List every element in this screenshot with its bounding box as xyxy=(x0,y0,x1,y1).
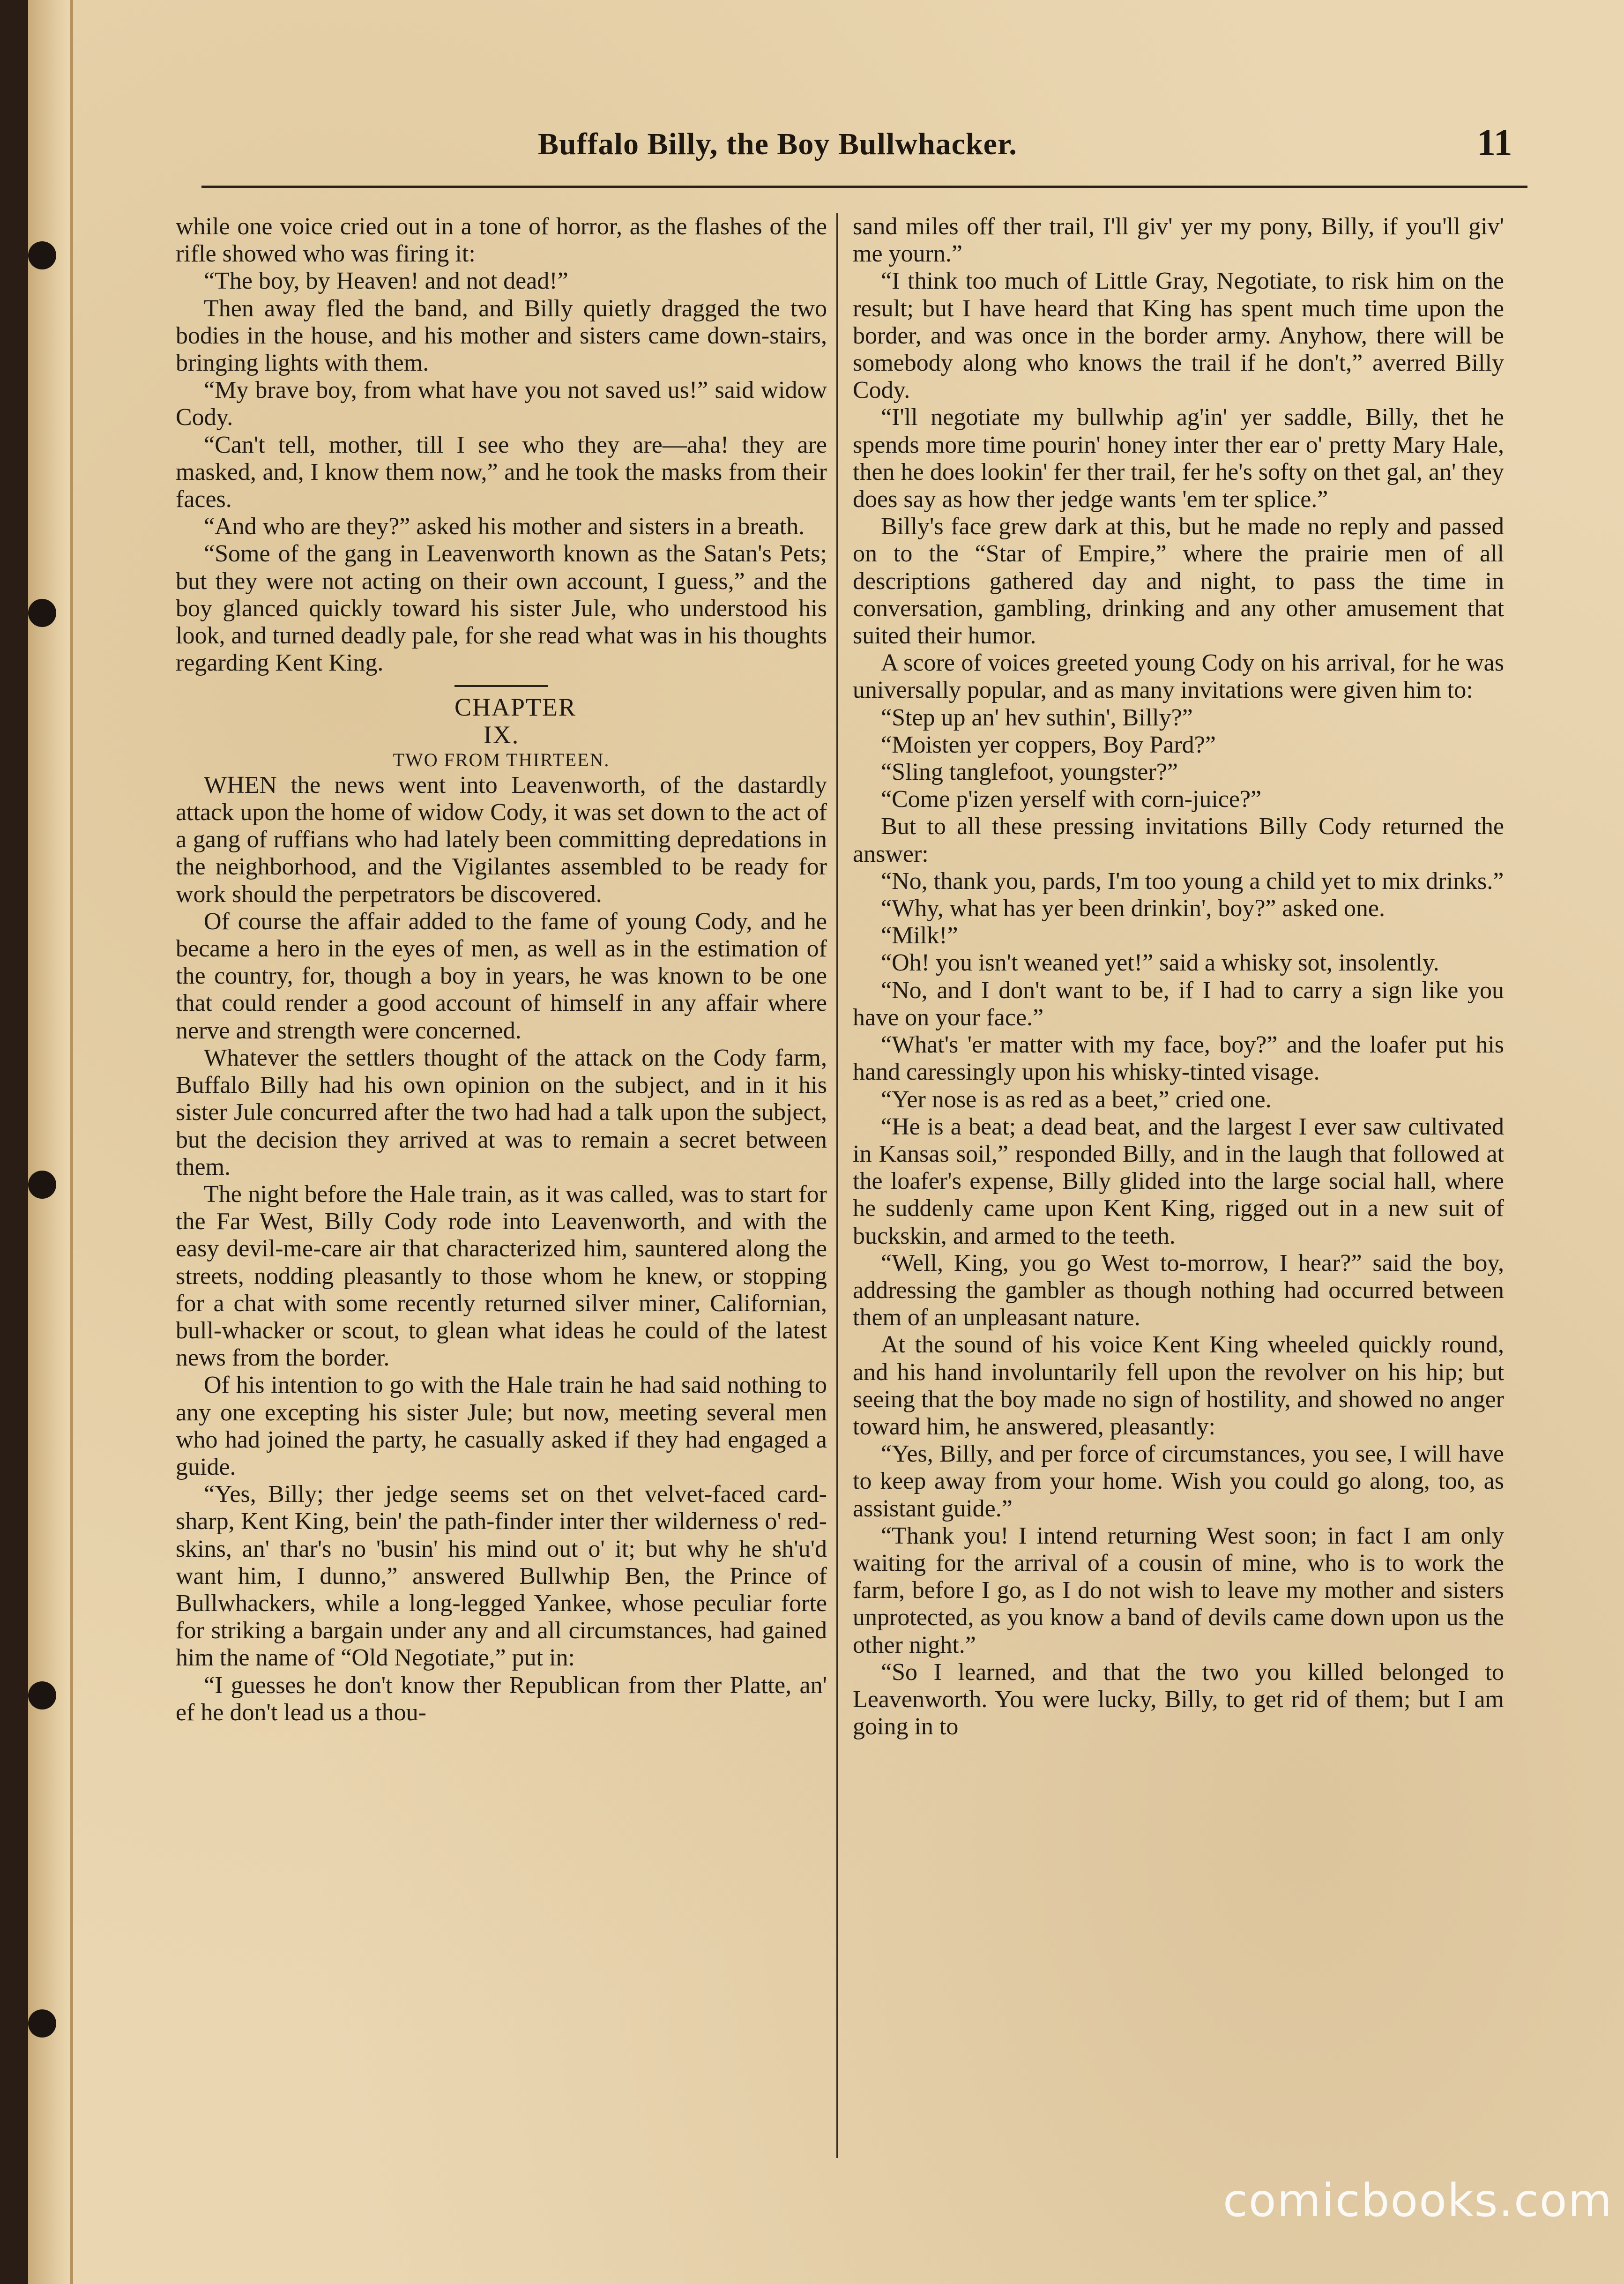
binding-hole xyxy=(28,1171,56,1199)
paragraph: “My brave boy, from what have you not saved us!” said widow Cody. xyxy=(176,377,827,431)
paragraph: sand miles off ther trail, I'll giv' yer my pony, Billy, if you'll giv' me yourn.” xyxy=(853,213,1504,268)
paragraph: “Well, King, you go West to-morrow, I hear?” said the boy, addressing the gambler as though nothing had occurred between them of an unpleasant nature. xyxy=(853,1249,1504,1331)
page-fold xyxy=(70,0,73,2284)
paragraph: “Milk!” xyxy=(881,922,958,949)
paragraph: “Come p'izen yerself with corn-juice?” xyxy=(881,786,1262,813)
paragraph: “Thank you! I intend returning West soon; in fact I am only waiting for the arrival of a cousin of mine, who is to work the farm, before I go, as I do not wish to leave my mother and sisters unprotected, as you know a band of devils came down upon us the other night.” xyxy=(853,1522,1504,1658)
paragraph: “I'll negotiate my bullwhip ag'in' yer saddle, Billy, thet he spends more time pourin' honey inter ther ear o' pretty Mary Hale, then he does lookin' fer ther trail, fer he's softy on thet gal, an' they does say as how ther jedge wants 'em ter splice.” xyxy=(853,404,1504,513)
paragraph: “Some of the gang in Leavenworth known as the Satan's Pets; but they were not acting on their own account, I guess,” and the boy glanced quickly toward his sister Jule, who understood his look, and turned deadly pale, for she read what was in his thoughts regarding Kent King. xyxy=(176,540,827,677)
chapter-title: CHAPTER IX. xyxy=(454,685,548,748)
chapter-heading xyxy=(176,685,827,771)
paragraph: “Yes, Billy; ther jedge seems set on thet velvet-faced card-sharp, Kent King, bein' the path-finder inter ther wilderness o' red-skins, an' thar's no 'busin' his mind out o' it; but why he sh'u'd want him, I dunno,” answered Bullwhip Ben, the Prince of Bullwhackers, while a long-legged Yankee, whose peculiar forte for striking a bargain under any and all circumstances, had gained him the name of “Old Negotiate,” put in: xyxy=(176,1481,827,1672)
book-page xyxy=(28,0,1624,2284)
watermark-text: comicbooks.com xyxy=(1223,2174,1613,2227)
paragraph: “No, and I don't want to be, if I had to carry a sign like you have on your face.” xyxy=(853,977,1504,1031)
paragraph: “I think too much of Little Gray, Negotiate, to risk him on the result; but I have heard that King has spent much time upon the border, and was once in the border army. Anyhow, there will be somebody along who knows the trail if he don't,” averred Billy Cody. xyxy=(853,268,1504,404)
column-separator xyxy=(836,213,838,2158)
header-rule xyxy=(201,186,1527,188)
paragraph: “No, thank you, pards, I'm too young a child yet to mix drinks.” xyxy=(881,867,1504,895)
chapter-subtitle: TWO FROM THIRTEEN. xyxy=(393,749,610,770)
paragraph: The night before the Hale train, as it was called, was to start for the Far West, Billy Cody rode into Leavenworth, and with the easy devil-me-care air that characterized him, sauntered along the streets, nodding pleasantly to those whom he knew, or stopping for a chat with some recently returned silver miner, Californian, bull-whacker or scout, to glean what ideas he could of the latest news from the border. xyxy=(176,1180,827,1372)
binding-hole xyxy=(28,2009,56,2038)
paragraph: “He is a beat; a dead beat, and the largest I ever saw cultivated in Kansas soil,” responded Billy, and in the laugh that followed at the loafer's expense, Billy glided into the large social hall, where he suddenly came upon Kent King, rigged out in a new suit of buckskin, and armed to the teeth. xyxy=(853,1113,1504,1249)
paragraph: “Oh! you isn't weaned yet!” said a whisky sot, insolently. xyxy=(881,949,1439,977)
binding-hole xyxy=(28,241,56,269)
paragraph: Then away fled the band, and Billy quietly dragged the two bodies in the house, and his mother and sisters came down-stairs, bringing lights with them. xyxy=(176,295,827,377)
left-column xyxy=(176,213,827,2158)
paragraph: “Moisten yer coppers, Boy Pard?” xyxy=(881,731,1216,758)
paragraph: Whatever the settlers thought of the attack on the Cody farm, Buffalo Billy had his own opinion on the subject, and in it his sister Jule concurred after the two had had a talk upon the subject, but the decision they arrived at was to remain a secret between them. xyxy=(176,1044,827,1180)
binding-hole xyxy=(28,599,56,627)
paragraph: while one voice cried out in a tone of horror, as the flashes of the rifle showed who was firing it: xyxy=(176,213,827,268)
paragraph: WHEN the news went into Leavenworth, of the dastardly attack upon the home of widow Cody, it was set down to the act of a gang of ruffians who had lately been committing depredations in the neighborhood, and the Vigilantes assembled to be ready for work should the perpetrators be discovered. xyxy=(176,771,827,908)
paragraph: Of course the affair added to the fame of young Cody, and he became a hero in the eyes of men, as well as in the estimation of the country, for, though a boy in years, he was known to be one that could render a good account of himself in any affair where nerve and strength were concerned. xyxy=(176,908,827,1044)
paragraph: “Sling tanglefoot, youngster?” xyxy=(881,759,1178,786)
paragraph: “Yes, Billy, and per force of circumstances, you see, I will have to keep away from your home. Wish you could go along, too, as assistant guide.” xyxy=(853,1441,1504,1522)
page-number: 11 xyxy=(1477,122,1512,164)
paragraph: A score of voices greeted young Cody on his arrival, for he was universally popular, and as many invitations were given him to: xyxy=(853,649,1504,704)
paragraph: “Yer nose is as red as a beet,” cried one. xyxy=(881,1086,1272,1113)
paragraph: “So I learned, and that the two you killed belonged to Leavenworth. You were lucky, Billy, to get rid of them; but I am going in to xyxy=(853,1658,1504,1740)
paragraph: Billy's face grew dark at this, but he made no reply and passed on to the “Star of Empire,” where the prairie men of all descriptions gathered day and night, to pass the time in conversation, gambling, drinking and any other amusement that suited their humor. xyxy=(853,513,1504,649)
paragraph: “The boy, by Heaven! and not dead!” xyxy=(204,268,568,295)
page-binding xyxy=(28,0,70,2284)
paragraph: “Why, what has yer been drinkin', boy?” asked one. xyxy=(881,895,1385,922)
paragraph: “Step up an' hev suthin', Billy?” xyxy=(881,704,1193,731)
paragraph: But to all these pressing invitations Billy Cody returned the answer: xyxy=(853,813,1504,867)
paragraph: “Can't tell, mother, till I see who they are—aha! they are masked, and, I know them now,” and he took the masks from their faces. xyxy=(176,431,827,513)
running-title: Buffalo Billy, the Boy Bullwhacker. xyxy=(538,127,1017,161)
paragraph: “I guesses he don't know ther Republican from ther Platte, an' ef he don't lead us a thou- xyxy=(176,1672,827,1726)
binding-hole xyxy=(28,1681,56,1709)
paragraph: Of his intention to go with the Hale train he had said nothing to any one excepting his sister Jule; but now, meeting several men who had joined the party, he casually asked if they had engaged a guide. xyxy=(176,1372,827,1480)
right-column xyxy=(853,213,1504,2158)
paragraph: At the sound of his voice Kent King wheeled quickly round, and his hand involuntarily fell upon the revolver on his hip; but seeing that the boy made no sign of hostility, and showed no anger toward him, he answered, pleasantly: xyxy=(853,1331,1504,1440)
paragraph: “What's 'er matter with my face, boy?” and the loafer put his hand caressingly upon his whisky-tinted visage. xyxy=(853,1031,1504,1086)
paragraph: “And who are they?” asked his mother and sisters in a breath. xyxy=(204,513,805,540)
